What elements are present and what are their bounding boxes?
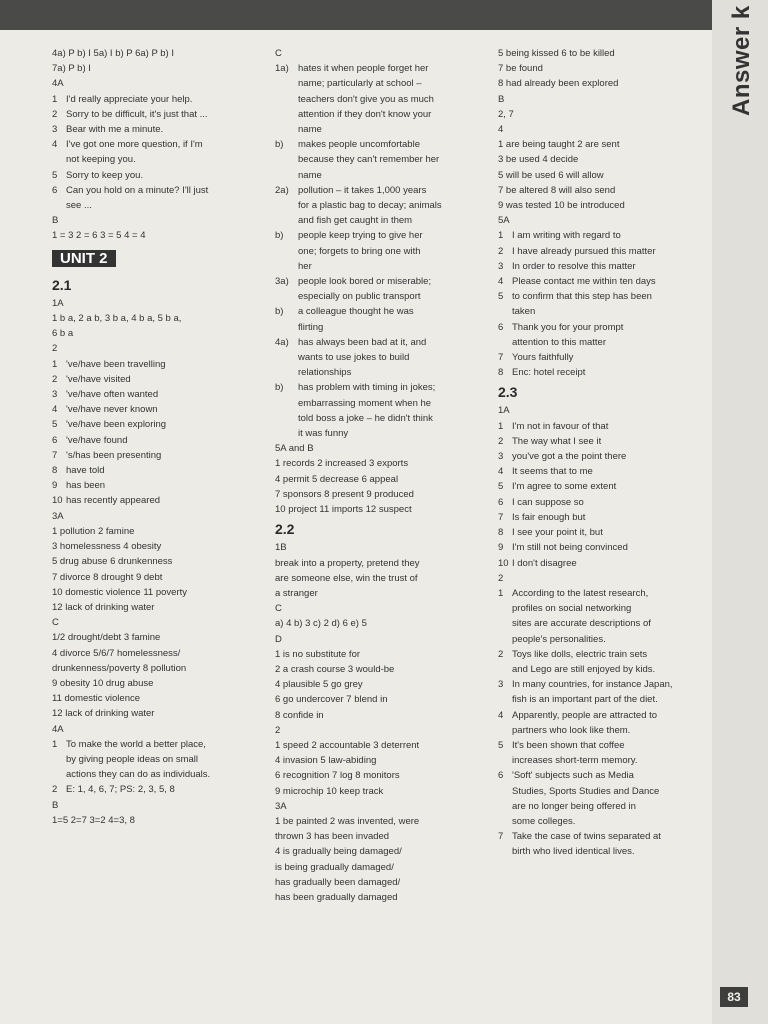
answer-line: 12 lack of drinking water — [52, 601, 155, 613]
answer-line: 7 be altered 8 will also send — [498, 184, 616, 196]
exercise-label: B — [52, 799, 59, 811]
exercise-label: 4 — [498, 124, 504, 136]
column-2 — [275, 46, 475, 905]
answer-line: 1 pollution 2 famine — [52, 525, 135, 537]
list-item: 7 Yours faithfully — [498, 352, 574, 364]
column-1 — [52, 46, 258, 828]
answer-line: 11 domestic violence — [52, 693, 141, 705]
answer-line: 3 be used 4 decide — [498, 154, 579, 166]
list-item: 3a) people look bored or miserable; especially on public transport — [275, 276, 432, 303]
list-item: 10 has recently appeared — [52, 495, 161, 507]
list-item: 9 has been — [52, 480, 106, 492]
list-item: 2 The way what I see it — [498, 435, 602, 447]
answer-line: has been gradually damaged — [275, 891, 398, 903]
list-item: 2 Sorry to be difficult, it's just that ... — [52, 108, 208, 120]
list-item: 5 to confirm that this step has been taken — [498, 291, 652, 318]
answer-line: 4 divorce 5/6/7 homelessness/ — [52, 647, 181, 659]
list-item: 2a) pollution – it takes 1,000 years for a plastic bag to decay; animals and fish get caught in them — [275, 184, 442, 227]
answer-line: 7 sponsors 8 present 9 produced — [275, 488, 414, 500]
list-item: 8 Enc: hotel receipt — [498, 367, 586, 379]
page-number: 83 — [720, 987, 748, 1007]
answer-list-2 — [52, 357, 258, 509]
list-item: b) has problem with timing in jokes; embarrassing moment when he told boss a joke – he didn't think it was funny — [275, 382, 436, 440]
list-item: 4a) has always been bad at it, and wants to use jokes to build relationships — [275, 336, 427, 379]
answer-line: 1 = 3 2 = 6 3 = 5 4 = 4 — [52, 230, 146, 242]
answer-line: 7 divorce 8 drought 9 debt — [52, 571, 163, 583]
answer-line: drunkenness/poverty 8 pollution — [52, 662, 187, 674]
answer-line: 9 was tested 10 be introduced — [498, 200, 625, 212]
list-item: 7 Is fair enough but — [498, 511, 586, 523]
answer-line: 7 be found — [498, 63, 543, 75]
list-item: 1 I'd really appreciate your help. — [52, 93, 193, 105]
list-item: 3 Bear with me a minute. — [52, 124, 164, 136]
answer-line: 6 recognition 7 log 8 monitors — [275, 770, 400, 782]
answer-line: 4 invasion 5 law-abiding — [275, 755, 377, 767]
side-tab — [712, 0, 768, 1024]
exercise-label: 3A — [275, 800, 287, 812]
answer-line: 5 being kissed 6 to be killed — [498, 48, 615, 59]
answer-line: 12 lack of drinking water — [52, 708, 155, 720]
column-3 — [498, 46, 703, 860]
list-item: 6 Thank you for your prompt attention to this matter — [498, 321, 624, 348]
answer-line: 1 are being taught 2 are sent — [498, 139, 620, 151]
answer-line: 2, 7 — [498, 108, 514, 120]
list-item: 1a) hates it when people forget her name; particularly at school – teachers don't give you as much attention if they don't know your name — [275, 63, 434, 136]
answer-line: 10 project 11 imports 12 suspect — [275, 504, 412, 516]
list-item: 2 've/have visited — [52, 373, 131, 385]
answer-line: 1 b a, 2 a b, 3 b a, 4 b a, 5 b a, — [52, 313, 182, 325]
list-item: 1 I am writing with regard to — [498, 230, 621, 242]
answer-line: 1 speed 2 accountable 3 deterrent — [275, 739, 420, 751]
exercise-label: D — [275, 633, 282, 645]
answer-line: 2 a crash course 3 would-be — [275, 663, 395, 675]
list-item: b) makes people uncomfortable because they can't remember her name — [275, 139, 440, 181]
answer-line: has gradually been damaged/ — [275, 876, 401, 888]
list-item: 4 've/have never known — [52, 404, 158, 416]
list-item: 8 I see your point it, but — [498, 527, 603, 539]
answer-line: 4 plausible 5 go grey — [275, 679, 363, 691]
list-item: 1 To make the world a better place, by giving people ideas on small actions they can do as individuals. — [52, 738, 211, 781]
exercise-label: B — [52, 215, 59, 227]
list-item: 4 It seems that to me — [498, 466, 593, 478]
list-item: 3 you've got a the point there — [498, 451, 627, 463]
answer-line: thrown 3 has been invaded — [275, 831, 390, 843]
list-item: 4 I've got one more question, if I'm not keeping you. — [52, 139, 203, 166]
list-item: 7 Take the case of twins separated at birth who lived identical lives. — [498, 831, 661, 858]
answer-line: a stranger — [275, 587, 318, 599]
answer-line: 9 obesity 10 drug abuse — [52, 677, 154, 689]
list-item: 1 According to the latest research, profiles on social networking sites are accurate descriptions of people's personalities. — [498, 587, 651, 645]
exercise-label: 2 — [498, 572, 504, 584]
side-title: Answer k — [728, 5, 755, 116]
list-item: 6 I can suppose so — [498, 496, 584, 508]
list-item: 2 Toys like dolls, electric train sets and Lego are still enjoyed by kids. — [498, 648, 656, 675]
list-item: b) people keep trying to give her one; forgets to bring one with her — [275, 230, 423, 272]
list-item: 1 've/have been travelling — [52, 358, 166, 370]
exercise-label: 1A — [498, 405, 510, 417]
list-item: 3 In order to resolve this matter — [498, 260, 636, 272]
answer-line: break into a property, pretend they — [275, 557, 420, 569]
list-item: 6 Can you hold on a minute? I'll just see ... — [52, 184, 209, 212]
list-item: 5 I'm agree to some extent — [498, 481, 617, 493]
answer-line: is being gradually damaged/ — [275, 861, 394, 873]
exercise-label: C — [275, 603, 282, 615]
section-heading: 2.1 — [52, 276, 72, 293]
answer-line: 5 will be used 6 will allow — [498, 169, 604, 181]
top-banner — [0, 0, 712, 30]
list-item: 3 've/have often wanted — [52, 389, 159, 401]
answer-line: 10 domestic violence 11 poverty — [52, 586, 188, 598]
answer-line: 5 drug abuse 6 drunkenness — [52, 556, 173, 568]
list-item: 4 Please contact me within ten days — [498, 276, 656, 288]
answer-line: 4a) P b) I 5a) I b) P 6a) P b) I — [52, 48, 174, 59]
list-item: 7 's/has been presenting — [52, 449, 162, 461]
exercise-label: 2 — [52, 343, 58, 355]
exercise-label: 5A — [498, 215, 510, 227]
answer-line: 1 records 2 increased 3 exports — [275, 458, 409, 470]
list-item: 6 'Soft' subjects such as Media Studies, Sports Studies and Dance are no longer being offered in some colleges. — [498, 770, 660, 827]
exercise-label: 1B — [275, 542, 287, 554]
answer-line: 4 permit 5 decrease 6 appeal — [275, 473, 399, 485]
list-item: 8 have told — [52, 465, 105, 477]
section-heading: 2.2 — [275, 521, 295, 538]
list-item: 5 Sorry to keep you. — [52, 169, 144, 181]
list-item: 6 've/have found — [52, 434, 128, 446]
list-item: 2 E: 1, 4, 6, 7; PS: 2, 3, 5, 8 — [52, 784, 175, 796]
list-item: 9 I'm still not being convinced — [498, 542, 628, 554]
section-heading: 2.3 — [498, 384, 518, 401]
answer-line: 8 had already been explored — [498, 78, 619, 90]
list-item: 3 In many countries, for instance Japan, fish is an important part of the diet. — [498, 679, 673, 706]
answer-line: 1 be painted 2 was invented, were — [275, 815, 420, 827]
answer-line: 1 is no substitute for — [275, 648, 361, 660]
answer-list-4a — [52, 92, 258, 214]
answer-line: 9 microchip 10 keep track — [275, 785, 384, 797]
answer-line: a) 4 b) 3 c) 2 d) 6 e) 5 — [275, 618, 367, 630]
list-item: 5 It's been shown that coffee increases short-term memory. — [498, 739, 638, 767]
list-item: 5 've/have been exploring — [52, 419, 167, 431]
answer-line: are someone else, win the trust of — [275, 572, 418, 584]
exercise-label: 3A — [52, 510, 64, 522]
exercise-label: 4A — [52, 723, 64, 735]
answer-line: 6 go undercover 7 blend in — [275, 694, 388, 706]
exercise-label: C — [275, 48, 282, 59]
answer-line: 7a) P b) I — [52, 63, 91, 75]
answer-line: 4 is gradually being damaged/ — [275, 846, 402, 858]
list-item: 2 I have already pursued this matter — [498, 245, 656, 257]
answer-line: 8 confide in — [275, 709, 324, 721]
list-item: 1 I'm not in favour of that — [498, 420, 609, 432]
exercise-label: 2 — [275, 724, 281, 736]
exercise-label: 1A — [52, 297, 64, 309]
list-item: 4 Apparently, people are attracted to partners who look like them. — [498, 709, 658, 736]
unit-heading: UNIT 2 — [52, 250, 116, 267]
answer-line: 1/2 drought/debt 3 famine — [52, 632, 161, 644]
answer-line: 6 b a — [52, 328, 74, 340]
list-item: b) a colleague thought he was flirting — [275, 306, 414, 333]
exercise-label: C — [52, 617, 59, 629]
list-item: 10 I don't disagree — [498, 557, 577, 569]
answer-line: 3 homelessness 4 obesity — [52, 541, 162, 553]
exercise-label: 4A — [52, 78, 64, 90]
answer-line: 1=5 2=7 3=2 4=3, 8 — [52, 814, 135, 826]
exercise-label: B — [498, 93, 505, 105]
exercise-label: 5A and B — [275, 443, 314, 455]
